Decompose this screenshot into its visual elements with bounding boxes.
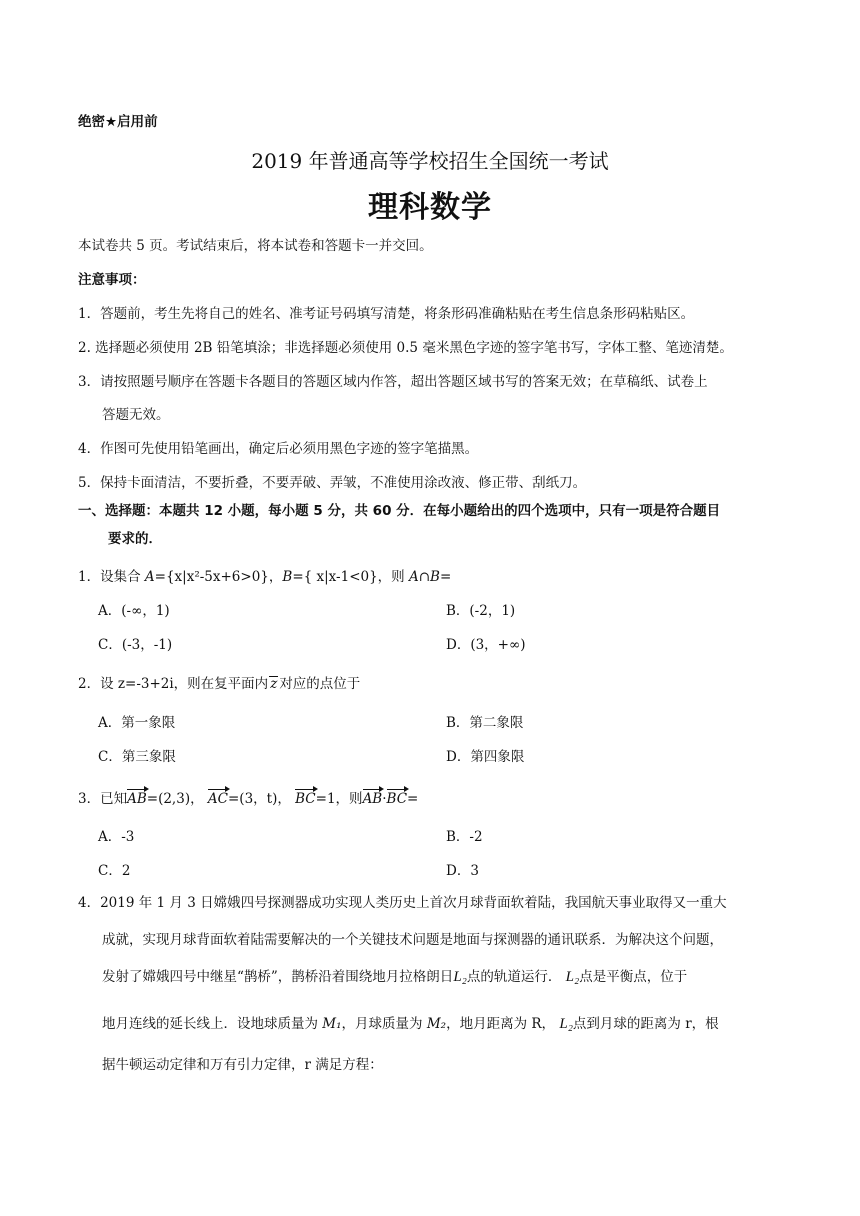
q3-option-d: D．3: [446, 863, 479, 879]
q3-bc-value: =1，则: [315, 791, 363, 807]
q4-line-4-c: ，地月距离为 R，: [446, 1016, 556, 1032]
q4-line-3: [102, 965, 687, 986]
notice-item-1: 1．答题前，考生先将自己的姓名、准考证号码填写清楚，将条形码准确粘贴在考生信息条形码粘贴区。: [78, 306, 695, 322]
q2-conjugate-z: z: [270, 676, 278, 692]
q4-line-2: 成就，实现月球背面软着陆需要解决的一个关键技术问题是地面与探测器的通讯联系．为解决这个问题，: [102, 932, 723, 948]
secret-mark: 绝密★启用前: [78, 114, 158, 130]
q4-m1: M₁: [322, 1016, 342, 1032]
subject-title: 理科数学: [368, 190, 492, 225]
q4-line-5: 据牛顿运动定律和万有引力定律，r 满足方程：: [102, 1057, 383, 1073]
q2-prefix: 2．设: [78, 676, 118, 692]
q3-ac-value: =(3，t)，: [227, 791, 291, 807]
section-heading-cont: 要求的．: [108, 531, 162, 547]
q3-ab-value: =(2,3)，: [146, 791, 204, 807]
q4-line-4-d: 点到月球的距离为 r，根: [572, 1016, 719, 1032]
q1-set-b-label: B: [282, 569, 293, 585]
q1-set-b: ={ x|x-1<0}，则: [292, 569, 409, 585]
q4-line-3-b: 点的轨道运行．: [466, 969, 562, 985]
q3-option-c: C．2: [98, 863, 131, 879]
question-1: [78, 565, 451, 585]
q2-suffix: 对应的点位于: [279, 676, 361, 692]
q3-dot: ·: [382, 791, 387, 807]
q2-option-d: D．第四象限: [446, 749, 525, 765]
q1-option-b: B．(-2，1): [446, 603, 516, 619]
q2-option-a: A．第一象限: [98, 715, 176, 731]
notice-item-5: 5．保持卡面清洁，不要折叠，不要弄破、弄皱，不准使用涂改液、修正带、刮纸刀。: [78, 475, 587, 491]
q4-l2-symbol: L₂: [453, 969, 467, 985]
exam-title: 2019 年普通高等学校招生全国统一考试: [251, 149, 609, 173]
q3-option-b: B．-2: [446, 829, 483, 845]
q4-line-3-a: 发射了嫦娥四号中继星“鹊桥”，鹊桥沿着围绕地月拉格朗日: [102, 969, 454, 985]
q2-option-b: B．第二象限: [446, 715, 524, 731]
q4-line-4-b: ，月球质量为: [341, 1016, 423, 1032]
q3-eq: =: [407, 791, 419, 807]
q2-option-c: C．第三象限: [98, 749, 176, 765]
notice-item-4: 4．作图可先使用铅笔画出，确定后必须用黑色字迹的签字笔描黑。: [78, 441, 479, 457]
intro-text: 本试卷共 5 页。考试结束后，将本试卷和答题卡一并交回。: [78, 238, 433, 254]
q4-l2-symbol-3: L₂: [559, 1016, 573, 1032]
q3-vector-bc: BC: [295, 791, 316, 807]
q1-option-c: C．(-3，-1): [98, 637, 173, 653]
notice-item-2: 2. 选择题必须使用 2B 铅笔填涂；非选择题必须使用 0.5 毫米黑色字迹的签字笔书写，字体工整、笔迹清楚。: [78, 340, 733, 356]
q3-vector-ab-2: AB: [362, 791, 383, 807]
q3-vector-bc-2: BC: [386, 791, 408, 807]
question-3: [78, 787, 418, 807]
q4-line-3-c: 点是平衡点，位于: [579, 969, 688, 985]
q4-l2-symbol-2: L₂: [565, 969, 580, 985]
q1-option-d: D．(3，+∞): [446, 637, 526, 653]
q4-line-4: [102, 1012, 719, 1033]
q3-vector-ac: AC: [207, 791, 228, 807]
q1-result: A∩B=: [408, 569, 452, 585]
section-heading: 一、选择题：本题共 12 小题，每小题 5 分，共 60 分．在每小题给出的四个选项中，只有一项是符合题目: [78, 503, 721, 519]
q1-num: 1．设集合: [78, 569, 145, 585]
notice-heading: 注意事项：: [78, 272, 146, 288]
q3-vector-ab: AB: [127, 791, 147, 807]
notice-item-3: 3．请按照题号顺序在答题卡各题目的答题区域内作答，超出答题区域书写的答案无效；在草稿纸、试卷上: [78, 374, 708, 390]
q3-prefix: 3．已知: [78, 791, 128, 807]
q4-m2: M₂: [426, 1016, 447, 1032]
q4-line-4-a: 地月连线的延长线上．设地球质量为: [102, 1016, 318, 1032]
question-2: [78, 672, 360, 692]
q4-line-1: 4．2019 年 1 月 3 日嫦娥四号探测器成功实现人类历史上首次月球背面软着陆，我国航天事业取得又一重大: [78, 895, 727, 911]
notice-item-3-cont: 答题无效。: [102, 407, 170, 423]
q1-set-a-label: A: [144, 569, 155, 585]
q1-set-a: ={x|x²-5x+6>0}，: [154, 569, 283, 585]
q3-option-a: A．-3: [98, 829, 135, 845]
q1-option-a: A．(-∞，1): [98, 603, 170, 619]
q2-z-def: z=-3+2i，则在复平面内: [117, 676, 269, 692]
